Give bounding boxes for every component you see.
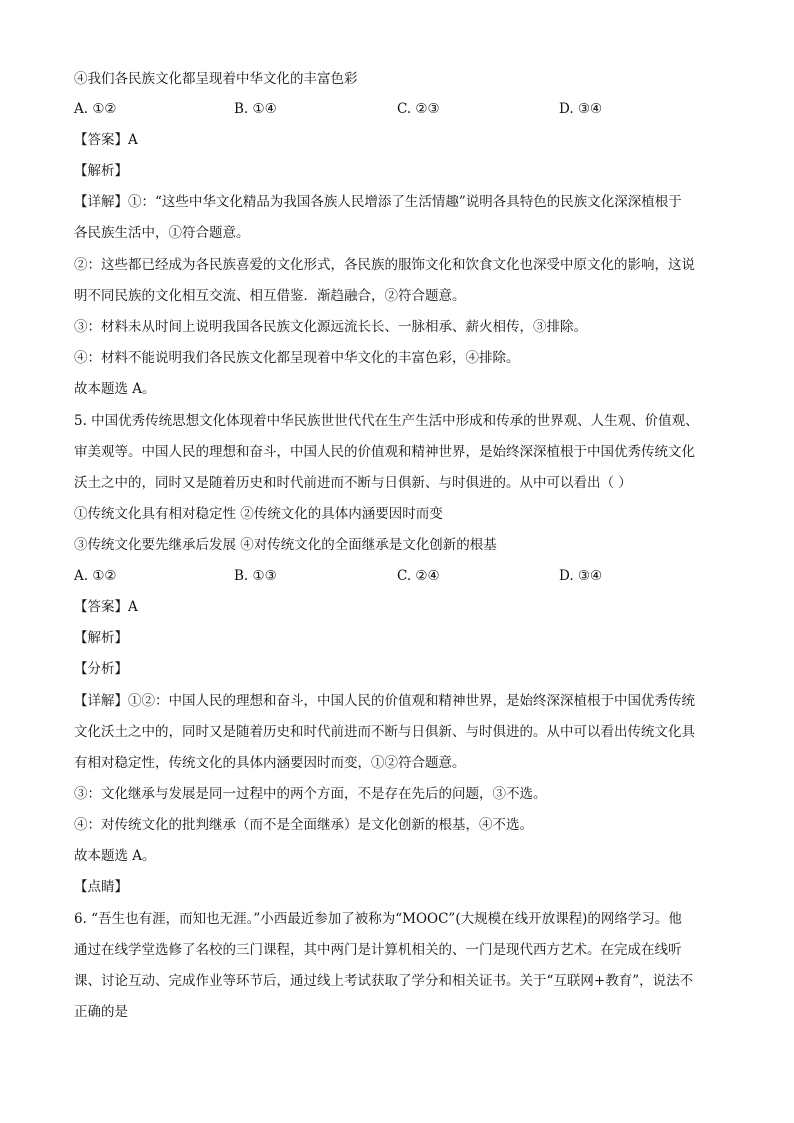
q4-option-d: D. ③④ bbox=[559, 101, 603, 117]
q4-option-b: B. ①④ bbox=[234, 101, 277, 117]
q5-analysis-label: 【解析】 bbox=[74, 630, 128, 646]
q4-detail-line: ④：材料不能说明我们各民族文化都呈现着中华文化的丰富色彩，④排除。 bbox=[74, 350, 520, 366]
q4-statement-4: ④我们各民族文化都呈现着中华文化的丰富色彩 bbox=[74, 71, 358, 87]
q5-stem-line: 5. 中国优秀传统思想文化体现着中华民族世世代代在生产生活中形成和传承的世界观、人生观、价值观、 bbox=[74, 413, 699, 429]
q4-detail-line: 明不同民族的文化相互交流、相互借鉴．渐趋融合，②符合题意。 bbox=[74, 288, 466, 304]
q4-detail-line: 【详解】①：“这些中华文化精品为我国各族人民增添了生活情趣”说明各具特色的民族文化深深植根于 bbox=[74, 194, 682, 210]
q5-statements-3-4: ③传统文化要先继承后发展 ④对传统文化的全面继承是文化创新的根基 bbox=[74, 537, 497, 553]
q5-detail-line: 【详解】①②：中国人民的理想和奋斗，中国人民的价值观和精神世界，是始终深深植根于中国优秀传统 bbox=[74, 693, 695, 709]
q5-statements-1-2: ①传统文化具有相对稳定性 ②传统文化的具体内涵要因时而变 bbox=[74, 506, 443, 522]
q5-dianjing-label: 【点睛】 bbox=[74, 879, 128, 895]
q6-stem-line: 课、讨论互动、完成作业等环节后，通过线上考试获取了学分和相关证书。关于“互联网+教育”，说法不 bbox=[74, 973, 694, 989]
q6-stem-line: 正确的是 bbox=[74, 1004, 128, 1020]
q5-option-b: B. ①③ bbox=[234, 568, 277, 584]
q5-option-d: D. ③④ bbox=[559, 568, 603, 584]
q4-detail-line: 各民族生活中，①符合题意。 bbox=[74, 225, 250, 241]
q5-answer: 【答案】A bbox=[74, 599, 138, 615]
q5-stem-line: 审美观等。中国人民的理想和奋斗，中国人民的价值观和精神世界，是始终深深植根于中国优秀传统文化 bbox=[74, 444, 695, 460]
q5-option-a: A. ①② bbox=[74, 568, 117, 584]
q4-detail-line: ②：这些都已经成为各民族喜爱的文化形式，各民族的服饰文化和饮食文化也深受中原文化的影响，这说 bbox=[74, 257, 695, 273]
q5-detail-line: 文化沃土之中的，同时又是随着历史和时代前进而不断与日俱新、与时俱进的。从中可以看出传统文化具 bbox=[74, 724, 695, 740]
q6-stem-line: 通过在线学堂选修了名校的三门课程，其中两门是计算机相关的、一门是现代西方艺术。在完成在线听 bbox=[74, 942, 682, 958]
q6-stem-line: 6. “吾生也有涯，而知也无涯。”小西最近参加了被称为“MOOC”(大规模在线开放课程)的网络学习。他 bbox=[74, 911, 682, 927]
q4-option-a: A. ①② bbox=[74, 101, 117, 117]
q5-stem-line: 沃土之中的，同时又是随着历史和时代前进而不断与日俱新、与时俱进的。从中可以看出（ ） bbox=[74, 475, 632, 491]
q5-option-c: C. ②④ bbox=[397, 568, 440, 584]
q5-detail-line: ③：文化继承与发展是同一过程中的两个方面，不是存在先后的问题，③不选。 bbox=[74, 786, 547, 802]
q4-detail-line: ③：材料未从时间上说明我国各民族文化源远流长长、一脉相承、薪火相传，③排除。 bbox=[74, 319, 587, 335]
q5-conclusion: 故本题选 A。 bbox=[74, 848, 156, 864]
q5-detail-line: ④：对传统文化的批判继承（而不是全面继承）是文化创新的根基，④不选。 bbox=[74, 817, 533, 833]
q5-fenxi-label: 【分析】 bbox=[74, 661, 128, 677]
q5-detail-line: 有相对稳定性，传统文化的具体内涵要因时而变，①②符合题意。 bbox=[74, 755, 466, 771]
q4-option-c: C. ②③ bbox=[397, 101, 440, 117]
q4-answer: 【答案】A bbox=[74, 132, 138, 148]
q4-analysis-label: 【解析】 bbox=[74, 163, 128, 179]
q4-conclusion: 故本题选 A。 bbox=[74, 381, 156, 397]
